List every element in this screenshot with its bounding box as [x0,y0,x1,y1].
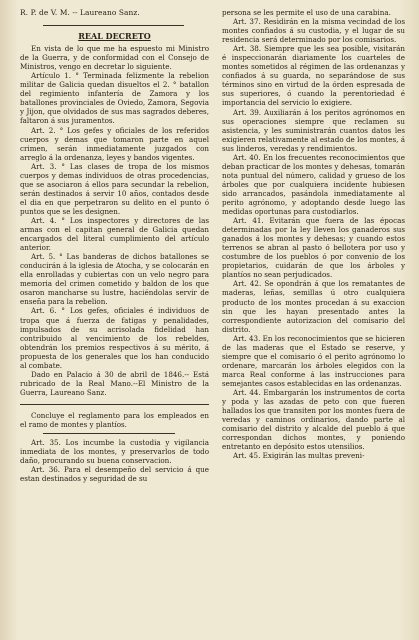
decree-paragraph: Art. 6. ° Los gefes, oficiales é individuos de tropa que á fuerza de fatigas y penalidades, impulsados de su acrisolada fidelidad han contribuido al vencimiento de los rebeldes, obtendrán los premios respectivos á su mérito, á propuesta de los generales que los han conducido al combate. [20,306,209,370]
left-column [20,8,209,483]
page-header: R. P. de V. M. -- Laureano Sanz. [20,8,140,17]
regulation-article: Art. 45. Exigirán las multas preveni- [233,451,365,461]
regulation-article: Art. 38. Siempre que les sea posible, visitarán é inspeccionarán diariamente los cuarteles de montes sometidos al régimen de las ordenanzas y confiados á su guarda, no separándose de sus términos sino en virtud de la órden espresada de sus superiores, ó cuando la perentoriedad é importancia del servicio lo exigiere. [222,44,405,108]
regulation-article: Art. 35. Los incumbe la custodia y vigilancia inmediata de los montes, y preservarlos de todo daño, procurando su buena conservacion. [20,438,209,466]
regulation-heading: Concluye el reglamento para los empleados en el ramo de montes y plantíos. [20,410,209,429]
decree-paragraph: Art. 5. ° Las banderas de dichos batallones se conducirán á la iglesia de Atocha, y se colocarán en ella enrolladas y cubiertas con un velo negro para memoria del crimen cometido y baldon de los que osaron mancharse su lustre, haciéndolas servir de enseña para la rebelion. [20,252,209,307]
decree-paragraph: Art. 4. ° Los inspectores y directores de las armas con el capitan general de Galicia quedan encargados del literal cumplimiento del artículo anterior. [20,215,209,253]
regulation-article: Art. 42. Se opondrán á que los rematantes de maderas, leñas, semillas ú otro cualquiera producto de los montes procedan á su exaccion sin que les hayan presentado antes la correspondiente autorizacion del comisario del distrito. [222,279,405,334]
regulation-article: Art. 37. Residirán en la misma vecindad de los montes confiados á su custodia, y el lugar de su residencia será determinado por los comisarios. [222,17,405,45]
header-divider [43,25,185,26]
regulation-continuation: persona se les permite el uso de una carabina. [222,8,391,17]
regulation-article: Art. 43. En los reconocimientos que se hicieren de las maderas que el Estado se reserve, y siempre que el comisario ó el perito agrónomo lo ordenare, marcarán los árboles elegidos con la marca Real conforme á las instrucciones para semejantes casos establecidas en las ordenanzas. [222,333,405,388]
regulation-article: Art. 36. Para el desempeño del servicio á que estan destinados y seguridad de su [20,465,209,484]
section-divider [20,404,209,405]
regulation-article: Art. 41. Evitarán que fuera de las épocas determinadas por la ley lleven los ganaderos sus ganados á los montes y dehesas; y cuando estos terrenos se abran al pasto ó bellotera por uso y costumbre de los pueblos ó por convenio de los propietarios, cuidarán de que los árboles y plantíos no sean perjudicados. [222,216,405,280]
regulation-article: Art. 39. Auxiliarán á los peritos agrónomos en sus operaciones siempre que reclamen su asistencia, y les suministrarán cuantos datos les exigieren relativamente al estado de los montes, á sus linderos, veredas y rendimientos. [222,107,405,153]
right-column [222,8,405,460]
decree-paragraph: Art. 3. ° Las clases de tropa de los mismos cuerpos y demas individuos de otras procedencias, que se asociaron á ellos para secundar la rebelion, serán destinados á servir 10 años, contados desde el dia en que perpetraron su delito en el punto ó puntos que se les designen. [20,161,209,216]
decree-paragraph: Art. 2. ° Los gefes y oficiales de los referidos cuerpos y demas que tomaron parte en aquel crimen, serán inmediatamente juzgados con arreglo á la ordenanza, leyes y bandos vigentes. [20,125,209,162]
decree-signature: Dado en Palacio á 30 de abril de 1846.-- Está rubricado de la Real Mano.--El Ministro de la Guerra, Laureano Sanz. [20,369,209,397]
decree-paragraph: En vista de lo que me ha espuesto mi Ministro de la Guerra, y de conformidad con el Consejo de Ministros, vengo en decretar lo siguiente. [20,44,209,72]
regulation-article: Art. 44. Embargarán los instrumentos de corta y poda y las azadas de peto con que fueren hallados los que transiten por los montes fuera de veredas y caminos ordinarios, dando parte al comisario del distrito y alcalde del pueblo á que correspondan dichos montes, y poniendo entretanto en depósito estos utensilios. [222,387,405,452]
regulation-article: Art. 40. En los frecuentes reconocimientos que deban practicar de los montes y dehesas, tomarán nota puntual del número, calidad y grueso de los árboles que por cualquiera incidente hubiesen sido arrancados, pasándola inmediatamente al perito agrónomo, y adoptando desde luego las medidas oportunas para custodiarlos. [222,152,405,217]
decree-title: REAL DECRETO [78,31,151,42]
section-divider-short [43,433,175,434]
decree-paragraph: Artículo 1. ° Terminada felizmente la rebelion militar de Galicia quedan disueltos el 2. ° batallon del regimiento infantería de Zamora y los batallones provinciales de Oviedo, Zamora, Segovia y Jijon, que olvidados de sus mas sagrados deberes, faltaron á sus juramentos. [20,71,209,126]
